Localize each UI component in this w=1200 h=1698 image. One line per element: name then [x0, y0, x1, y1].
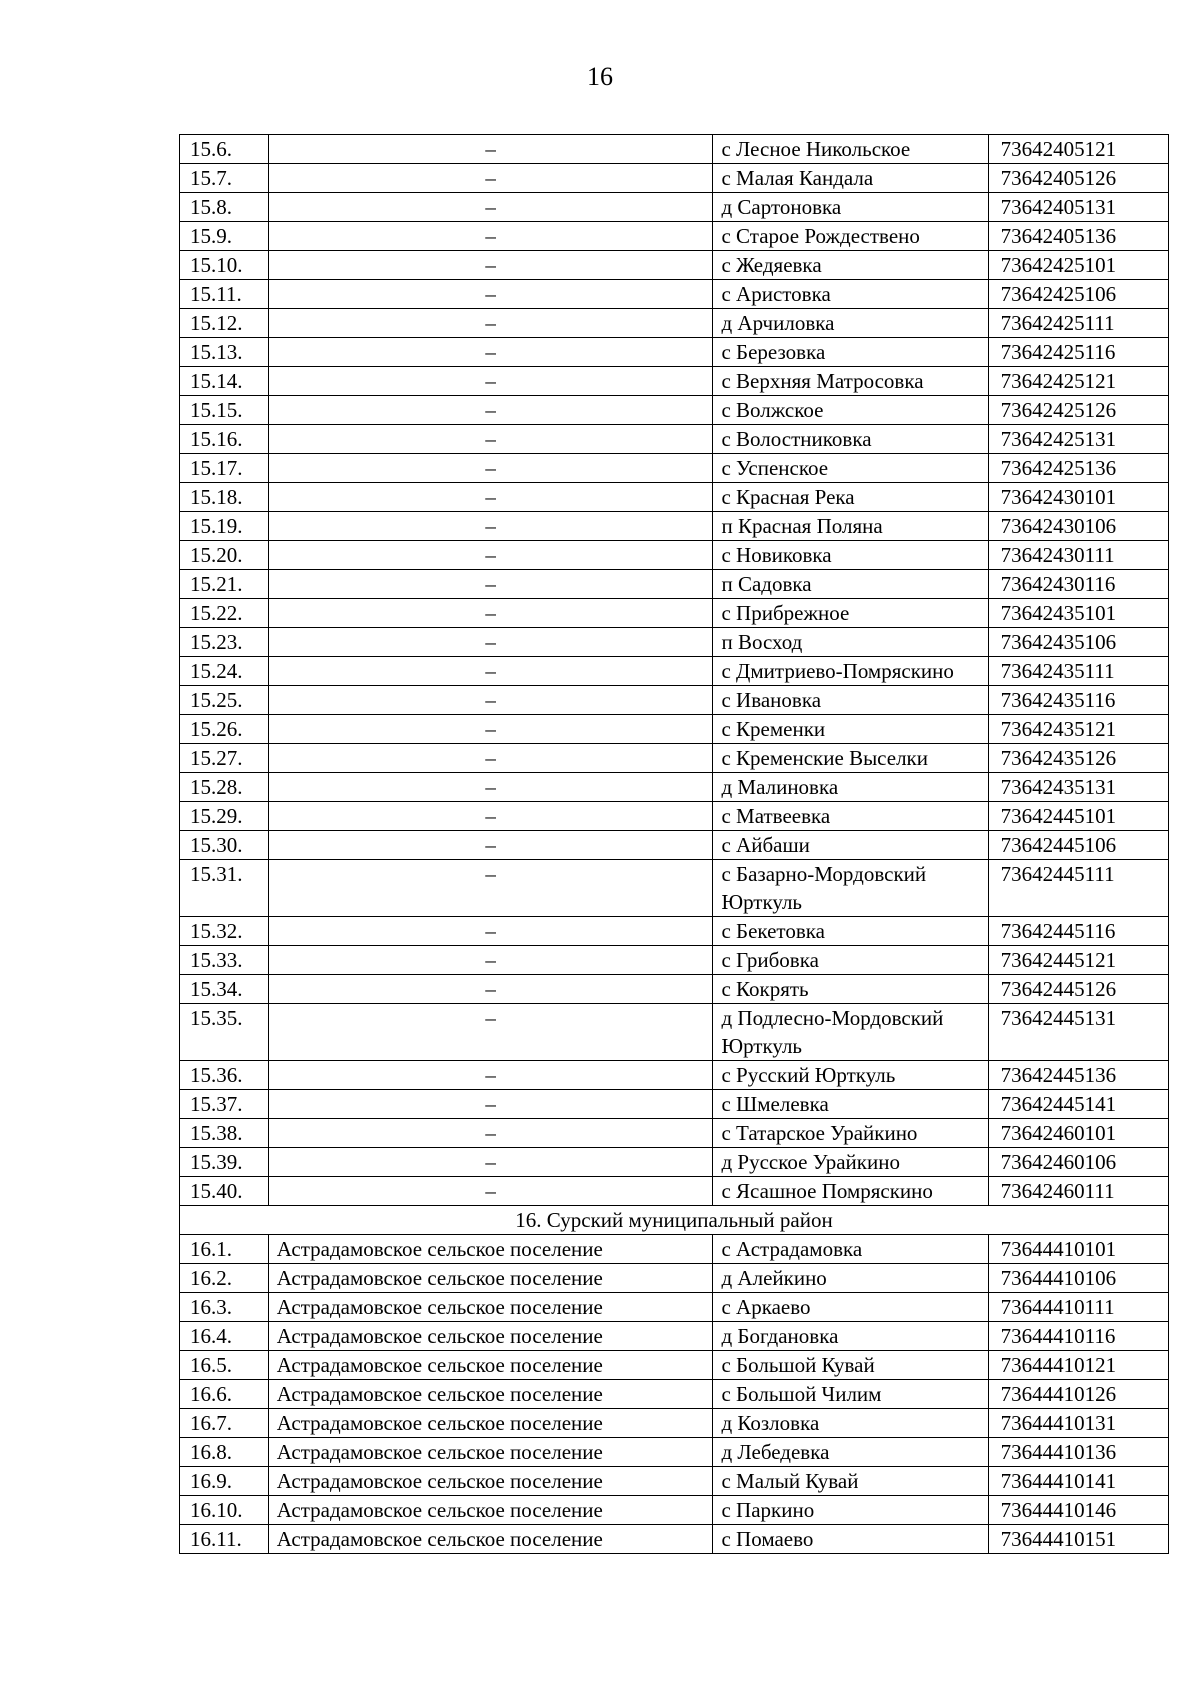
- table-row: [180, 454, 1169, 483]
- locality-cell: с Лесное Никольское: [713, 135, 988, 164]
- row-number-cell: 15.24.: [180, 657, 269, 686]
- row-number-cell: 16.5.: [180, 1351, 269, 1380]
- settlement-cell: –: [268, 454, 713, 483]
- table-row: [180, 628, 1169, 657]
- settlement-cell: –: [268, 860, 713, 917]
- row-number-cell: 15.32.: [180, 917, 269, 946]
- settlement-cell: –: [268, 222, 713, 251]
- table-row: [180, 831, 1169, 860]
- row-number-cell: 15.22.: [180, 599, 269, 628]
- table-row: [180, 1061, 1169, 1090]
- oktmo-code-cell: 73642435121: [988, 715, 1168, 744]
- page-number: 16: [587, 62, 613, 91]
- locality-cell: с Красная Река: [713, 483, 988, 512]
- locality-cell: п Садовка: [713, 570, 988, 599]
- row-number-cell: 15.13.: [180, 338, 269, 367]
- table-row: [180, 396, 1169, 425]
- settlement-cell: Астрадамовское сельское поселение: [268, 1351, 713, 1380]
- table-row: [180, 1293, 1169, 1322]
- locality-cell: с Новиковка: [713, 541, 988, 570]
- oktmo-code-cell: 73642435106: [988, 628, 1168, 657]
- row-number-cell: 16.1.: [180, 1235, 269, 1264]
- row-number-cell: 15.11.: [180, 280, 269, 309]
- oktmo-code-cell: 73642405121: [988, 135, 1168, 164]
- row-number-cell: 16.10.: [180, 1496, 269, 1525]
- table-row: [180, 917, 1169, 946]
- settlement-cell: –: [268, 1119, 713, 1148]
- oktmo-code-cell: 73644410106: [988, 1264, 1168, 1293]
- row-number-cell: 16.2.: [180, 1264, 269, 1293]
- settlement-cell: Астрадамовское сельское поселение: [268, 1322, 713, 1351]
- locality-cell: с Аристовка: [713, 280, 988, 309]
- settlement-cell: Астрадамовское сельское поселение: [268, 1380, 713, 1409]
- locality-cell: д Подлесно-Мордовский Юрткуль: [713, 1004, 988, 1061]
- oktmo-code-cell: 73642425121: [988, 367, 1168, 396]
- settlement-cell: –: [268, 1004, 713, 1061]
- row-number-cell: 15.34.: [180, 975, 269, 1004]
- oktmo-code-cell: 73644410131: [988, 1409, 1168, 1438]
- table-row: [180, 280, 1169, 309]
- oktmo-code-cell: 73642445101: [988, 802, 1168, 831]
- settlement-cell: –: [268, 396, 713, 425]
- row-number-cell: 15.12.: [180, 309, 269, 338]
- settlement-cell: –: [268, 686, 713, 715]
- settlement-cell: –: [268, 744, 713, 773]
- locality-cell: с Малая Кандала: [713, 164, 988, 193]
- table-row: [180, 1496, 1169, 1525]
- row-number-cell: 15.31.: [180, 860, 269, 917]
- locality-cell: с Ивановка: [713, 686, 988, 715]
- oktmo-code-cell: 73642430116: [988, 570, 1168, 599]
- locality-cell: д Русское Урайкино: [713, 1148, 988, 1177]
- locality-cell: с Большой Чилим: [713, 1380, 988, 1409]
- settlement-cell: –: [268, 1148, 713, 1177]
- locality-cell: с Прибрежное: [713, 599, 988, 628]
- settlement-cell: –: [268, 831, 713, 860]
- settlement-cell: –: [268, 251, 713, 280]
- oktmo-code-cell: 73642445126: [988, 975, 1168, 1004]
- settlement-cell: –: [268, 367, 713, 396]
- locality-cell: с Верхняя Матросовка: [713, 367, 988, 396]
- table-row: [180, 773, 1169, 802]
- table-row: [180, 425, 1169, 454]
- table-body: [180, 135, 1169, 1554]
- oktmo-code-cell: 73642425111: [988, 309, 1168, 338]
- oktmo-code-cell: 73642425101: [988, 251, 1168, 280]
- oktmo-code-cell: 73642430106: [988, 512, 1168, 541]
- table-row: [180, 975, 1169, 1004]
- locality-cell: с Кременки: [713, 715, 988, 744]
- settlement-cell: –: [268, 512, 713, 541]
- row-number-cell: 16.7.: [180, 1409, 269, 1438]
- settlement-cell: –: [268, 917, 713, 946]
- locality-cell: с Большой Кувай: [713, 1351, 988, 1380]
- row-number-cell: 16.6.: [180, 1380, 269, 1409]
- oktmo-code-cell: 73642460111: [988, 1177, 1168, 1206]
- settlement-cell: –: [268, 802, 713, 831]
- table-row: [180, 1409, 1169, 1438]
- settlements-table: [179, 134, 1169, 1554]
- oktmo-code-cell: 73642425136: [988, 454, 1168, 483]
- locality-cell: с Астрадамовка: [713, 1235, 988, 1264]
- settlement-cell: –: [268, 975, 713, 1004]
- oktmo-code-cell: 73642405136: [988, 222, 1168, 251]
- row-number-cell: 15.23.: [180, 628, 269, 657]
- table-row: [180, 541, 1169, 570]
- section-title: 16. Сурский муниципальный район: [180, 1206, 1169, 1235]
- oktmo-code-cell: 73642460101: [988, 1119, 1168, 1148]
- settlement-cell: –: [268, 946, 713, 975]
- section-header-row: [180, 1206, 1169, 1235]
- locality-cell: с Старое Рождествено: [713, 222, 988, 251]
- row-number-cell: 15.39.: [180, 1148, 269, 1177]
- row-number-cell: 15.17.: [180, 454, 269, 483]
- table-row: [180, 715, 1169, 744]
- table-row: [180, 222, 1169, 251]
- row-number-cell: 15.40.: [180, 1177, 269, 1206]
- locality-cell: с Русский Юрткуль: [713, 1061, 988, 1090]
- table-row: [180, 193, 1169, 222]
- oktmo-code-cell: 73642425126: [988, 396, 1168, 425]
- locality-cell: с Успенское: [713, 454, 988, 483]
- oktmo-code-cell: 73644410101: [988, 1235, 1168, 1264]
- settlement-cell: –: [268, 628, 713, 657]
- oktmo-code-cell: 73642405126: [988, 164, 1168, 193]
- table-row: [180, 946, 1169, 975]
- row-number-cell: 15.9.: [180, 222, 269, 251]
- row-number-cell: 15.16.: [180, 425, 269, 454]
- row-number-cell: 15.26.: [180, 715, 269, 744]
- table-row: [180, 1235, 1169, 1264]
- table-row: [180, 1380, 1169, 1409]
- table-row: [180, 1004, 1169, 1061]
- row-number-cell: 15.29.: [180, 802, 269, 831]
- settlement-cell: Астрадамовское сельское поселение: [268, 1525, 713, 1554]
- table-row: [180, 338, 1169, 367]
- oktmo-code-cell: 73644410151: [988, 1525, 1168, 1554]
- table-row: [180, 367, 1169, 396]
- settlement-cell: –: [268, 541, 713, 570]
- settlement-cell: –: [268, 1061, 713, 1090]
- table-row: [180, 164, 1169, 193]
- row-number-cell: 15.7.: [180, 164, 269, 193]
- settlement-cell: –: [268, 1177, 713, 1206]
- table-row: [180, 512, 1169, 541]
- settlement-cell: Астрадамовское сельское поселение: [268, 1293, 713, 1322]
- table-row: [180, 686, 1169, 715]
- oktmo-code-cell: 73642445136: [988, 1061, 1168, 1090]
- locality-cell: с Ясашное Помряскино: [713, 1177, 988, 1206]
- locality-cell: д Козловка: [713, 1409, 988, 1438]
- table-row: [180, 1090, 1169, 1119]
- locality-cell: с Шмелевка: [713, 1090, 988, 1119]
- locality-cell: с Дмитриево-Помряскино: [713, 657, 988, 686]
- table-row: [180, 1119, 1169, 1148]
- oktmo-code-cell: 73644410111: [988, 1293, 1168, 1322]
- oktmo-code-cell: 73644410116: [988, 1322, 1168, 1351]
- settlement-cell: –: [268, 193, 713, 222]
- locality-cell: с Айбаши: [713, 831, 988, 860]
- row-number-cell: 15.28.: [180, 773, 269, 802]
- oktmo-code-cell: 73642425131: [988, 425, 1168, 454]
- settlement-cell: –: [268, 338, 713, 367]
- table-row: [180, 1322, 1169, 1351]
- row-number-cell: 15.10.: [180, 251, 269, 280]
- oktmo-code-cell: 73642445111: [988, 860, 1168, 917]
- locality-cell: с Волжское: [713, 396, 988, 425]
- oktmo-code-cell: 73642460106: [988, 1148, 1168, 1177]
- row-number-cell: 15.27.: [180, 744, 269, 773]
- locality-cell: с Кременские Выселки: [713, 744, 988, 773]
- row-number-cell: 15.15.: [180, 396, 269, 425]
- oktmo-code-cell: 73642445121: [988, 946, 1168, 975]
- oktmo-code-cell: 73642430111: [988, 541, 1168, 570]
- locality-cell: д Сартоновка: [713, 193, 988, 222]
- row-number-cell: 16.4.: [180, 1322, 269, 1351]
- oktmo-code-cell: 73642435131: [988, 773, 1168, 802]
- row-number-cell: 15.21.: [180, 570, 269, 599]
- table-row: [180, 309, 1169, 338]
- table-row: [180, 657, 1169, 686]
- settlement-cell: –: [268, 309, 713, 338]
- settlement-cell: –: [268, 715, 713, 744]
- row-number-cell: 15.36.: [180, 1061, 269, 1090]
- settlement-cell: –: [268, 135, 713, 164]
- settlement-cell: Астрадамовское сельское поселение: [268, 1235, 713, 1264]
- table-row: [180, 1177, 1169, 1206]
- oktmo-code-cell: 73642430101: [988, 483, 1168, 512]
- locality-cell: д Лебедевка: [713, 1438, 988, 1467]
- row-number-cell: 15.25.: [180, 686, 269, 715]
- oktmo-code-cell: 73644410126: [988, 1380, 1168, 1409]
- row-number-cell: 15.18.: [180, 483, 269, 512]
- table-row: [180, 1438, 1169, 1467]
- locality-cell: с Волостниковка: [713, 425, 988, 454]
- settlement-cell: Астрадамовское сельское поселение: [268, 1438, 713, 1467]
- table-row: [180, 251, 1169, 280]
- row-number-cell: 15.20.: [180, 541, 269, 570]
- table-row: [180, 135, 1169, 164]
- table-row: [180, 1148, 1169, 1177]
- locality-cell: с Матвеевка: [713, 802, 988, 831]
- locality-cell: с Грибовка: [713, 946, 988, 975]
- oktmo-code-cell: 73642435126: [988, 744, 1168, 773]
- locality-cell: с Паркино: [713, 1496, 988, 1525]
- table-row: [180, 1525, 1169, 1554]
- locality-cell: п Красная Поляна: [713, 512, 988, 541]
- table-row: [180, 483, 1169, 512]
- locality-cell: с Березовка: [713, 338, 988, 367]
- oktmo-code-cell: 73642435111: [988, 657, 1168, 686]
- row-number-cell: 15.19.: [180, 512, 269, 541]
- locality-cell: с Помаево: [713, 1525, 988, 1554]
- row-number-cell: 15.30.: [180, 831, 269, 860]
- oktmo-code-cell: 73644410141: [988, 1467, 1168, 1496]
- locality-cell: с Бекетовка: [713, 917, 988, 946]
- table-row: [180, 1264, 1169, 1293]
- row-number-cell: 16.9.: [180, 1467, 269, 1496]
- table-row: [180, 860, 1169, 917]
- row-number-cell: 16.3.: [180, 1293, 269, 1322]
- settlement-cell: –: [268, 599, 713, 628]
- settlement-cell: –: [268, 483, 713, 512]
- oktmo-code-cell: 73642425116: [988, 338, 1168, 367]
- oktmo-code-cell: 73642405131: [988, 193, 1168, 222]
- settlement-cell: –: [268, 1090, 713, 1119]
- oktmo-code-cell: 73642445116: [988, 917, 1168, 946]
- oktmo-code-cell: 73644410136: [988, 1438, 1168, 1467]
- row-number-cell: 15.8.: [180, 193, 269, 222]
- locality-cell: с Аркаево: [713, 1293, 988, 1322]
- row-number-cell: 15.14.: [180, 367, 269, 396]
- oktmo-code-cell: 73642445106: [988, 831, 1168, 860]
- oktmo-code-cell: 73642425106: [988, 280, 1168, 309]
- settlement-cell: –: [268, 657, 713, 686]
- oktmo-code-cell: 73644410121: [988, 1351, 1168, 1380]
- table-row: [180, 744, 1169, 773]
- locality-cell: с Татарское Урайкино: [713, 1119, 988, 1148]
- settlement-cell: –: [268, 773, 713, 802]
- settlement-cell: –: [268, 280, 713, 309]
- row-number-cell: 16.11.: [180, 1525, 269, 1554]
- table-row: [180, 599, 1169, 628]
- locality-cell: д Богдановка: [713, 1322, 988, 1351]
- settlement-cell: Астрадамовское сельское поселение: [268, 1264, 713, 1293]
- settlement-cell: –: [268, 164, 713, 193]
- settlement-cell: Астрадамовское сельское поселение: [268, 1409, 713, 1438]
- settlement-cell: –: [268, 425, 713, 454]
- row-number-cell: 15.6.: [180, 135, 269, 164]
- locality-cell: п Восход: [713, 628, 988, 657]
- settlement-cell: –: [268, 570, 713, 599]
- oktmo-code-cell: 73642445141: [988, 1090, 1168, 1119]
- locality-cell: с Жедяевка: [713, 251, 988, 280]
- locality-cell: д Алейкино: [713, 1264, 988, 1293]
- settlement-cell: Астрадамовское сельское поселение: [268, 1496, 713, 1525]
- row-number-cell: 15.35.: [180, 1004, 269, 1061]
- oktmo-code-cell: 73642445131: [988, 1004, 1168, 1061]
- table-row: [180, 1467, 1169, 1496]
- oktmo-code-cell: 73644410146: [988, 1496, 1168, 1525]
- table-row: [180, 802, 1169, 831]
- table-row: [180, 570, 1169, 599]
- locality-cell: д Арчиловка: [713, 309, 988, 338]
- oktmo-code-cell: 73642435116: [988, 686, 1168, 715]
- row-number-cell: 15.37.: [180, 1090, 269, 1119]
- table-row: [180, 1351, 1169, 1380]
- settlement-cell: Астрадамовское сельское поселение: [268, 1467, 713, 1496]
- locality-cell: с Малый Кувай: [713, 1467, 988, 1496]
- oktmo-code-cell: 73642435101: [988, 599, 1168, 628]
- row-number-cell: 16.8.: [180, 1438, 269, 1467]
- row-number-cell: 15.38.: [180, 1119, 269, 1148]
- locality-cell: с Базарно-Мордовский Юрткуль: [713, 860, 988, 917]
- locality-cell: с Кокрять: [713, 975, 988, 1004]
- row-number-cell: 15.33.: [180, 946, 269, 975]
- locality-cell: д Малиновка: [713, 773, 988, 802]
